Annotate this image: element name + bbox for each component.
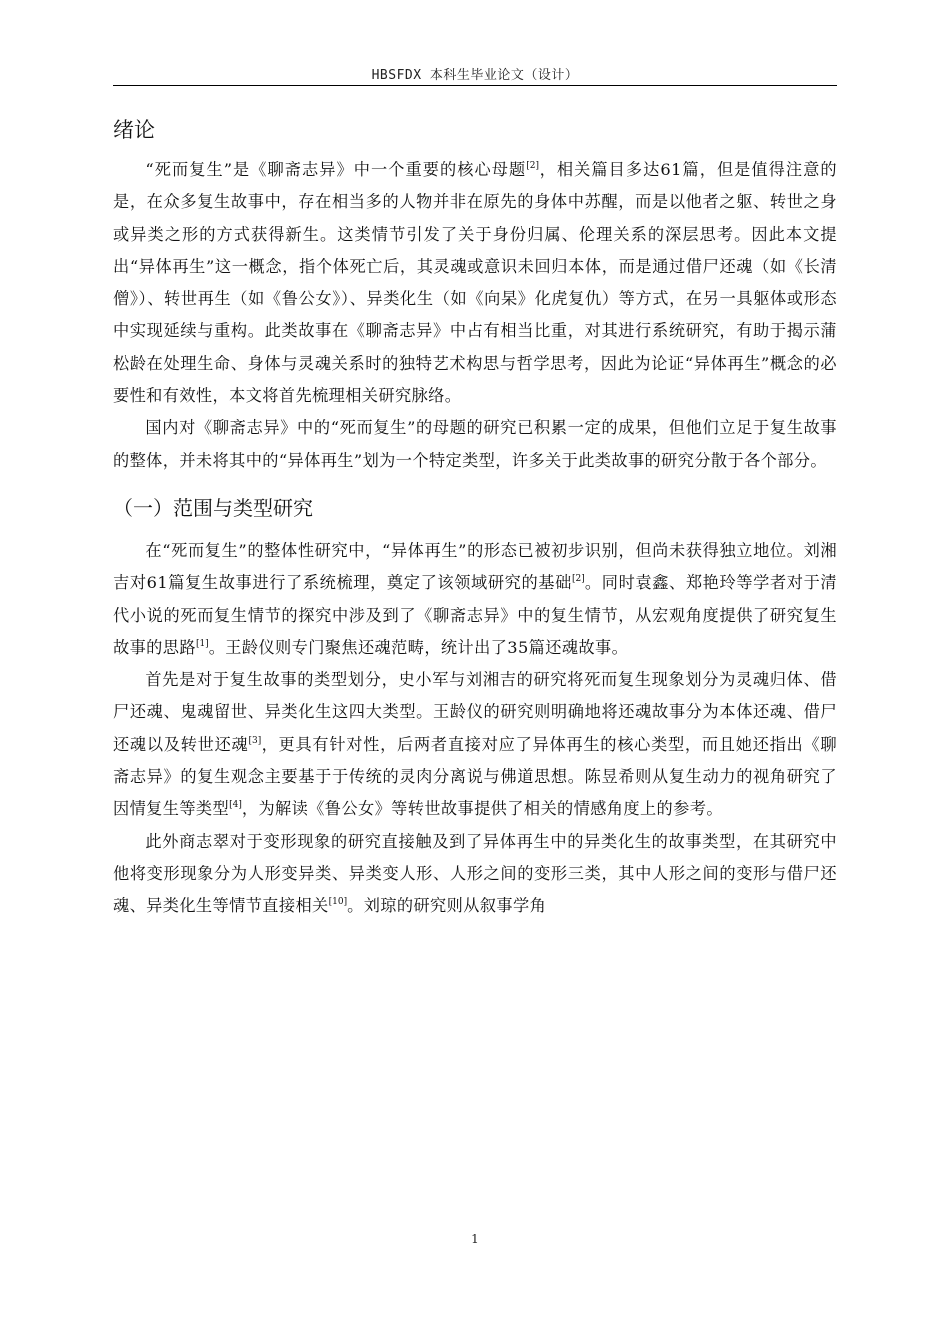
paragraph-text: “死而复生”是《聊斋志异》中一个重要的核心母题 bbox=[145, 160, 527, 179]
paragraph bbox=[113, 664, 837, 825]
chapter-title: 绪论 bbox=[113, 118, 155, 142]
citation-ref: [2] bbox=[571, 574, 585, 585]
paragraph bbox=[113, 412, 837, 477]
citation-ref: [3] bbox=[248, 735, 262, 746]
paragraph bbox=[113, 535, 837, 664]
paragraph-text: 在“死而复生”的整体性研究中，“异体再生”的形态已被初步识别，但尚未获得独立地位。刘湘吉对61篇复生故事进行了系统梳理，奠定了该领域研究的基础 bbox=[113, 540, 837, 593]
citation-ref: [2] bbox=[526, 161, 539, 171]
paragraph-text: 。王龄仪则专门聚焦还魂范畴，统计出了35篇还魂故事。 bbox=[208, 637, 629, 657]
citation-ref: [4] bbox=[229, 800, 242, 811]
citation-ref: [1] bbox=[195, 638, 209, 649]
paragraph-text: 首先是对于复生故事的类型划分，史小军与刘湘吉的研究将死而复生现象划分为灵魂归体、借尸还魂、鬼魂留世、异类化生这四大类型。王龄仪的研究则明确地将还魂故事分为本体还魂、借尸还魂以及转世还魂 bbox=[113, 670, 837, 754]
section-paragraphs bbox=[113, 535, 837, 923]
paragraph-text: ，相关篇目多达61篇，但是值得注意的是，在众多复生故事中，存在相当多的人物并非在原先的身体中苏醒，而是以他者之躯、转世之身或异类之形的方式获得新生。这类情节引发了关于身份归属、伦理关系的深层思考。因此本文提出“异体再生”这一概念，指个体死亡后，其灵魂或意识未回归本体，而是通过借尸还魂（如《长清僧》）、转世再生（如《鲁公女》）、异类化生（如《向杲》化虎复仇）等方式，在另一具躯体或形态中实现延续与重构。此类故事在《聊斋志异》中占有相当比重，对其进行系统研究，有助于揭示蒲松龄在处理生命、身体与灵魂关系时的独特艺术构思与哲学思考，因此为论证“异体再生”概念的必要性和有效性，本文将首先梳理相关研究脉络。 bbox=[113, 160, 838, 406]
page-body bbox=[113, 110, 837, 923]
paragraph-text: ，更具有针对性，后两者直接对应了异体再生的核心类型，而且她还指出《聊斋志异》的复生观念主要基于于传统的灵肉分离说与佛道思想。陈昱希则从复生动力的视角研究了因情复生等类型 bbox=[113, 734, 837, 819]
paragraph-text: 。刘琼的研究则从叙事学角 bbox=[347, 896, 547, 916]
paragraph-text: 国内对《聊斋志异》中的“死而复生”的母题的研究已积累一定的成果，但他们立足于复生故事的整体，并未将其中的“异体再生”划为一个特定类型，许多关于此类故事的研究分散于各个部分。 bbox=[113, 418, 837, 470]
paragraph bbox=[113, 154, 837, 412]
citation-ref: [10] bbox=[328, 897, 348, 908]
intro-paragraphs bbox=[113, 154, 837, 477]
header-rule bbox=[113, 85, 837, 86]
section-heading: （一）范围与类型研究 bbox=[113, 495, 313, 520]
paragraph bbox=[113, 826, 837, 923]
paragraph-text: ，为解读《鲁公女》等转世故事提供了相关的情感角度上的参考。 bbox=[241, 799, 723, 819]
page-number: 1 bbox=[471, 1232, 479, 1246]
paragraph-text: 。同时袁鑫、郑艳玲等学者对于清代小说的死而复生情节的探究中涉及到了《聊斋志异》中的复生情节，从宏观角度提供了研究复生故事的思路 bbox=[113, 573, 838, 657]
paragraph-text: 此外商志翠对于变形现象的研究直接触及到了异体再生中的异类化生的故事类型，在其研究中他将变形现象分为人形变异类、异类变人形、人形之间的变形三类，其中人形之间的变形与借尸还魂、异类化生等情节直接相关 bbox=[113, 831, 837, 916]
running-header: HBSFDX 本科生毕业论文（设计） bbox=[371, 68, 579, 83]
